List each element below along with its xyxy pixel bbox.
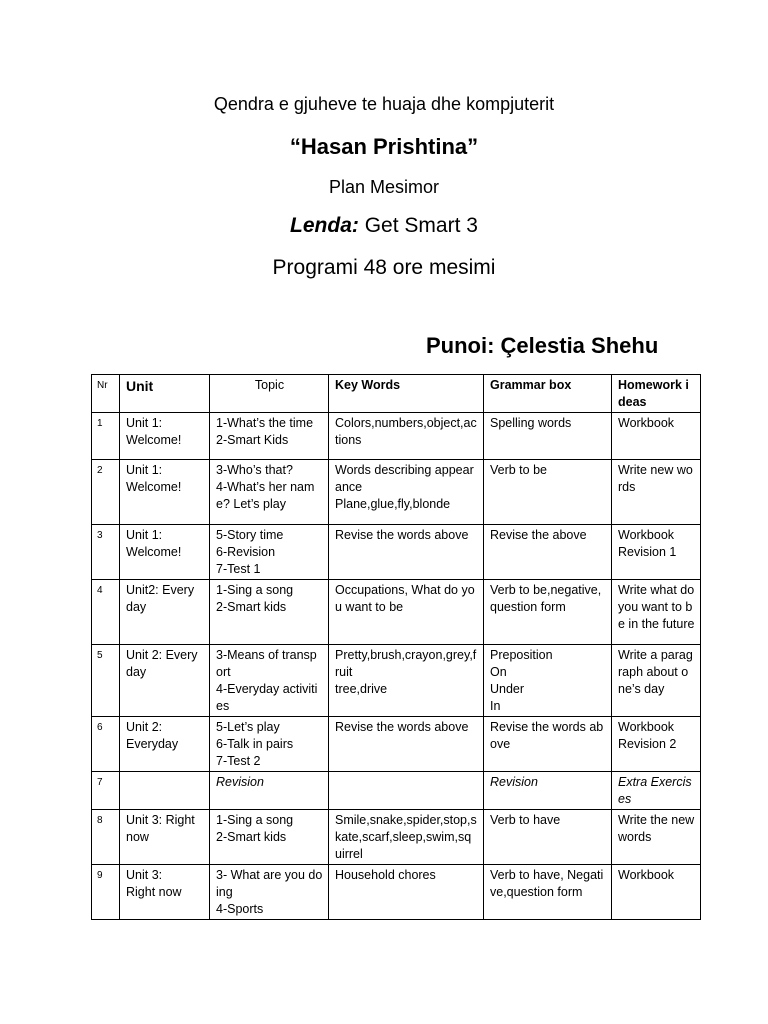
cell-topic: 5-Let’s play 6-Talk in pairs 7-Test 2 xyxy=(210,717,329,772)
lesson-plan-table xyxy=(91,374,701,920)
cell-topic: 1-What’s the time 2-Smart Kids xyxy=(210,413,329,460)
cell-key-words: Smile,snake,spider,stop,skate,scarf,sleep,swim,squirrel xyxy=(329,810,484,865)
cell-key-words: Colors,numbers,object,actions xyxy=(329,413,484,460)
cell-unit: Unit 1: Welcome! xyxy=(120,460,210,525)
school-name: “Hasan Prishtina” xyxy=(289,134,479,159)
cell-key-words xyxy=(329,772,484,810)
cell-key-words: Pretty,brush,crayon,grey,fruit tree,drive xyxy=(329,645,484,717)
cell-topic: 3-Who’s that? 4-What’s her name? Let’s play xyxy=(210,460,329,525)
table-header-row xyxy=(92,375,701,413)
cell-unit xyxy=(120,772,210,810)
cell-grammar: Verb to be,negative,question form xyxy=(484,580,612,645)
table-row xyxy=(92,580,701,645)
cell-grammar: Revise the words above xyxy=(484,717,612,772)
cell-topic: 3- What are you doing 4-Sports xyxy=(210,865,329,920)
cell-topic: 1-Sing a song 2-Smart kids xyxy=(210,810,329,865)
cell-grammar: Revision xyxy=(484,772,612,810)
header-unit: Unit xyxy=(120,375,210,413)
cell-topic: 1-Sing a song 2-Smart kids xyxy=(210,580,329,645)
cell-homework: Workbook Revision 2 xyxy=(612,717,701,772)
table-row xyxy=(92,645,701,717)
cell-nr: 3 xyxy=(92,525,120,580)
cell-topic: 3-Means of transport 4-Everyday activities xyxy=(210,645,329,717)
cell-homework: Write what do you want to be in the future xyxy=(612,580,701,645)
table-row xyxy=(92,413,701,460)
program-line: Programi 48 ore mesimi xyxy=(272,256,496,279)
cell-key-words: Occupations, What do you want to be xyxy=(329,580,484,645)
cell-nr: 2 xyxy=(92,460,120,525)
cell-homework: Extra Exercises xyxy=(612,772,701,810)
cell-grammar: Preposition On Under In xyxy=(484,645,612,717)
cell-grammar: Verb to have xyxy=(484,810,612,865)
cell-grammar: Revise the above xyxy=(484,525,612,580)
cell-unit: Unit 1: Welcome! xyxy=(120,413,210,460)
cell-homework: Write the new words xyxy=(612,810,701,865)
cell-grammar: Verb to be xyxy=(484,460,612,525)
cell-homework: Workbook xyxy=(612,413,701,460)
table-row xyxy=(92,772,701,810)
cell-homework: Write a paragraph about one’s day xyxy=(612,645,701,717)
cell-nr: 7 xyxy=(92,772,120,810)
cell-unit: Unit 1: Welcome! xyxy=(120,525,210,580)
header-grammar: Grammar box xyxy=(484,375,612,413)
cell-key-words: Words describing appearance Plane,glue,fly,blonde xyxy=(329,460,484,525)
cell-topic: 5-Story time 6-Revision 7-Test 1 xyxy=(210,525,329,580)
cell-nr: 5 xyxy=(92,645,120,717)
table-row xyxy=(92,865,701,920)
header-nr: Nr xyxy=(92,375,120,413)
header-key-words: Key Words xyxy=(329,375,484,413)
table-row xyxy=(92,810,701,865)
cell-key-words: Revise the words above xyxy=(329,717,484,772)
table-row xyxy=(92,525,701,580)
cell-unit: Unit 3: Right now xyxy=(120,810,210,865)
header-homework: Homework ideas xyxy=(612,375,701,413)
plan-title: Plan Mesimor xyxy=(328,177,440,197)
cell-nr: 1 xyxy=(92,413,120,460)
cell-nr: 6 xyxy=(92,717,120,772)
cell-grammar: Verb to have, Negative,question form xyxy=(484,865,612,920)
header-topic: Topic xyxy=(210,375,329,413)
cell-unit: Unit 2: Every day xyxy=(120,645,210,717)
cell-nr: 8 xyxy=(92,810,120,865)
table-row xyxy=(92,460,701,525)
cell-key-words: Revise the words above xyxy=(329,525,484,580)
subject-line xyxy=(0,214,768,238)
school-line: Qendra e gjuheve te huaja dhe kompjuterit xyxy=(213,94,555,114)
cell-key-words: Household chores xyxy=(329,865,484,920)
subject-label: Lenda: xyxy=(290,214,359,237)
cell-homework: Workbook xyxy=(612,865,701,920)
subject-value: Get Smart 3 xyxy=(358,214,478,237)
cell-grammar: Spelling words xyxy=(484,413,612,460)
cell-nr: 4 xyxy=(92,580,120,645)
cell-unit: Unit 3: Right now xyxy=(120,865,210,920)
cell-unit: Unit2: Every day xyxy=(120,580,210,645)
author-line: Punoi: Çelestia Shehu xyxy=(426,333,659,358)
cell-homework: Workbook Revision 1 xyxy=(612,525,701,580)
cell-unit: Unit 2: Everyday xyxy=(120,717,210,772)
table-row xyxy=(92,717,701,772)
cell-topic: Revision xyxy=(210,772,329,810)
cell-nr: 9 xyxy=(92,865,120,920)
cell-homework: Write new words xyxy=(612,460,701,525)
